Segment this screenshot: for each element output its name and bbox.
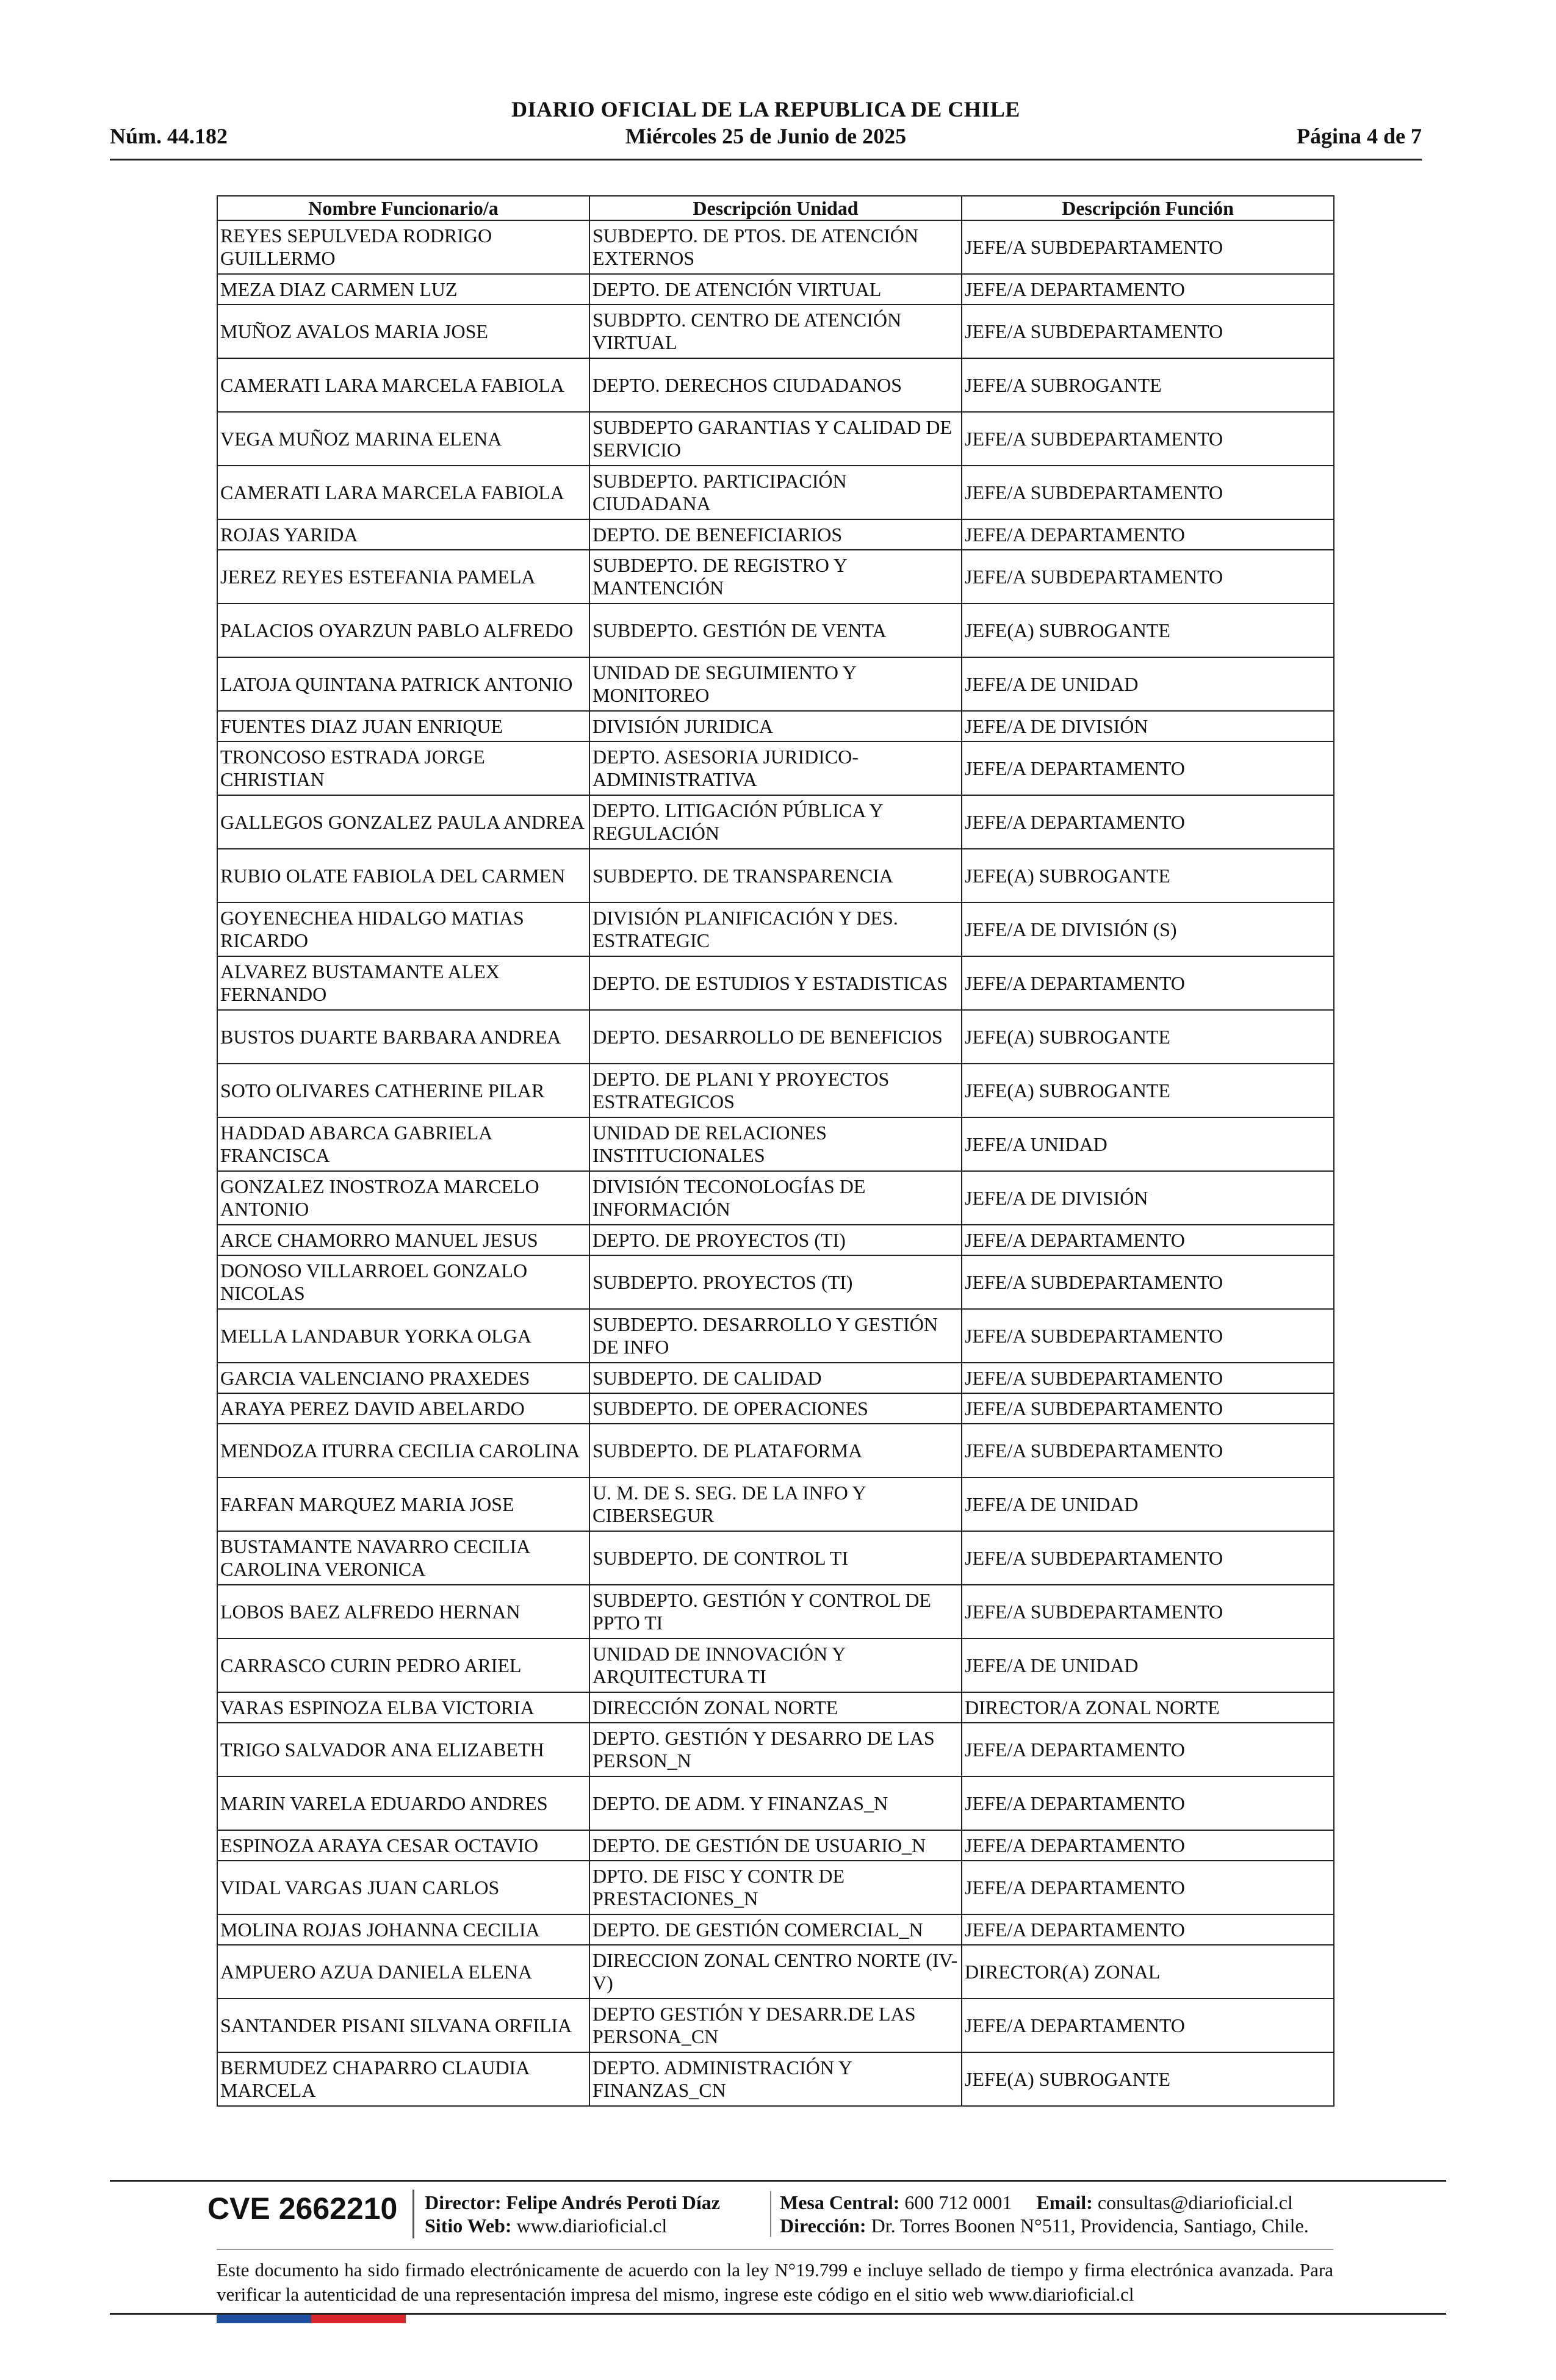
email-link[interactable]: consultas@diarioficial.cl xyxy=(1097,2191,1293,2213)
official-name: GALLEGOS GONZALEZ PAULA ANDREA xyxy=(217,795,589,849)
official-name: MUÑOZ AVALOS MARIA JOSE xyxy=(217,305,589,358)
unit-description: SUBDEPTO. GESTIÓN DE VENTA xyxy=(589,604,962,657)
function-description: JEFE/A SUBDEPARTAMENTO xyxy=(962,1424,1334,1477)
official-name: VEGA MUÑOZ MARINA ELENA xyxy=(217,412,589,466)
official-name: MEZA DIAZ CARMEN LUZ xyxy=(217,274,589,305)
function-description: DIRECTOR(A) ZONAL xyxy=(962,1945,1334,1999)
official-name: FUENTES DIAZ JUAN ENRIQUE xyxy=(217,711,589,741)
function-description: JEFE/A DE UNIDAD xyxy=(962,657,1334,711)
table-row xyxy=(217,1945,1334,1999)
official-name: TRIGO SALVADOR ANA ELIZABETH xyxy=(217,1723,589,1776)
function-description: JEFE(A) SUBROGANTE xyxy=(962,849,1334,903)
official-name: MOLINA ROJAS JOHANNA CECILIA xyxy=(217,1914,589,1945)
publication-title: DIARIO OFICIAL DE LA REPUBLICA DE CHILE xyxy=(511,97,1020,121)
function-description: JEFE/A SUBDEPARTAMENTO xyxy=(962,466,1334,519)
function-description: JEFE/A DEPARTAMENTO xyxy=(962,519,1334,550)
table-header-row xyxy=(217,196,1334,220)
table-row xyxy=(217,412,1334,466)
table-row xyxy=(217,466,1334,519)
official-name: MENDOZA ITURRA CECILIA CAROLINA xyxy=(217,1424,589,1477)
table-row xyxy=(217,657,1334,711)
column-header-function: Descripción Función xyxy=(962,196,1334,220)
function-description: JEFE/A SUBDEPARTAMENTO xyxy=(962,1363,1334,1393)
unit-description: DIVISIÓN PLANIFICACIÓN Y DES. ESTRATEGIC xyxy=(589,903,962,956)
unit-description: SUBDEPTO. DE OPERACIONES xyxy=(589,1393,962,1424)
official-name: ALVAREZ BUSTAMANTE ALEX FERNANDO xyxy=(217,956,589,1010)
unit-description: DEPTO. ASESORIA JURIDICO-ADMINISTRATIVA xyxy=(589,741,962,795)
site-label: Sitio Web: xyxy=(425,2215,512,2237)
unit-description: DEPTO. DE BENEFICIARIOS xyxy=(589,519,962,550)
unit-description: UNIDAD DE INNOVACIÓN Y ARQUITECTURA TI xyxy=(589,1639,962,1692)
table-row xyxy=(217,1064,1334,1117)
table-row xyxy=(217,220,1334,274)
table-row xyxy=(217,1225,1334,1255)
unit-description: DPTO. DE FISC Y CONTR DE PRESTACIONES_N xyxy=(589,1861,962,1914)
issue-number: Núm. 44.182 xyxy=(110,124,228,148)
function-description: JEFE/A DEPARTAMENTO xyxy=(962,1914,1334,1945)
official-name: GONZALEZ INOSTROZA MARCELO ANTONIO xyxy=(217,1171,589,1225)
function-description: JEFE/A DEPARTAMENTO xyxy=(962,1999,1334,2052)
table-row xyxy=(217,1477,1334,1531)
unit-description: DEPTO. GESTIÓN Y DESARRO DE LAS PERSON_N xyxy=(589,1723,962,1776)
cve-code: CVE 2662210 xyxy=(207,2191,398,2226)
table-row xyxy=(217,1639,1334,1692)
unit-description: DEPTO. DERECHOS CIUDADANOS xyxy=(589,358,962,412)
table-row xyxy=(217,1171,1334,1225)
official-name: RUBIO OLATE FABIOLA DEL CARMEN xyxy=(217,849,589,903)
unit-description: DEPTO. ADMINISTRACIÓN Y FINANZAS_CN xyxy=(589,2052,962,2106)
official-name: BUSTOS DUARTE BARBARA ANDREA xyxy=(217,1010,589,1064)
official-name: LOBOS BAEZ ALFREDO HERNAN xyxy=(217,1585,589,1639)
page-header xyxy=(110,92,1422,160)
official-name: DONOSO VILLARROEL GONZALO NICOLAS xyxy=(217,1255,589,1309)
director-name: Felipe Andrés Peroti Díaz xyxy=(506,2191,720,2213)
publication-date: Miércoles 25 de Junio de 2025 xyxy=(625,124,907,148)
official-name: SANTANDER PISANI SILVANA ORFILIA xyxy=(217,1999,589,2052)
unit-description: SUBDEPTO. PARTICIPACIÓN CIUDADANA xyxy=(589,466,962,519)
official-name: FARFAN MARQUEZ MARIA JOSE xyxy=(217,1477,589,1531)
address-text: Dr. Torres Boonen N°511, Providencia, Santiago, Chile. xyxy=(871,2215,1309,2237)
function-description: DIRECTOR/A ZONAL NORTE xyxy=(962,1692,1334,1723)
function-description: JEFE/A DEPARTAMENTO xyxy=(962,1776,1334,1830)
unit-description: SUBDEPTO. DE PLATAFORMA xyxy=(589,1424,962,1477)
function-description: JEFE/A SUBDEPARTAMENTO xyxy=(962,1585,1334,1639)
unit-description: SUBDEPTO. DE CALIDAD xyxy=(589,1363,962,1393)
table-row xyxy=(217,358,1334,412)
function-description: JEFE/A SUBDEPARTAMENTO xyxy=(962,1393,1334,1424)
table-row xyxy=(217,1309,1334,1363)
official-name: VARAS ESPINOZA ELBA VICTORIA xyxy=(217,1692,589,1723)
official-name: LATOJA QUINTANA PATRICK ANTONIO xyxy=(217,657,589,711)
function-description: JEFE/A SUBDEPARTAMENTO xyxy=(962,1309,1334,1363)
unit-description: DEPTO GESTIÓN Y DESARR.DE LAS PERSONA_CN xyxy=(589,1999,962,2052)
table-row xyxy=(217,956,1334,1010)
official-name: PALACIOS OYARZUN PABLO ALFREDO xyxy=(217,604,589,657)
function-description: JEFE(A) SUBROGANTE xyxy=(962,1064,1334,1117)
function-description: JEFE/A DEPARTAMENTO xyxy=(962,956,1334,1010)
footer-top-rule xyxy=(110,2180,1446,2182)
function-description: JEFE/A DEPARTAMENTO xyxy=(962,1225,1334,1255)
function-description: JEFE(A) SUBROGANTE xyxy=(962,604,1334,657)
function-description: JEFE(A) SUBROGANTE xyxy=(962,2052,1334,2106)
table-row xyxy=(217,1424,1334,1477)
function-description: JEFE/A DEPARTAMENTO xyxy=(962,274,1334,305)
unit-description: DIRECCION ZONAL CENTRO NORTE (IV-V) xyxy=(589,1945,962,1999)
official-name: CARRASCO CURIN PEDRO ARIEL xyxy=(217,1639,589,1692)
unit-description: SUBDEPTO. DESARROLLO Y GESTIÓN DE INFO xyxy=(589,1309,962,1363)
function-description: JEFE/A SUBDEPARTAMENTO xyxy=(962,1255,1334,1309)
table-row xyxy=(217,519,1334,550)
function-description: JEFE/A DEPARTAMENTO xyxy=(962,741,1334,795)
table-row xyxy=(217,1692,1334,1723)
official-name: ROJAS YARIDA xyxy=(217,519,589,550)
address-label: Dirección: xyxy=(780,2215,866,2237)
table-row xyxy=(217,1393,1334,1424)
director-label: Director: xyxy=(425,2191,502,2213)
email-label: Email: xyxy=(1036,2191,1093,2213)
official-name: VIDAL VARGAS JUAN CARLOS xyxy=(217,1861,589,1914)
footer-contact-block xyxy=(770,2191,1309,2237)
table-row xyxy=(217,1776,1334,1830)
function-description: JEFE/A SUBROGANTE xyxy=(962,358,1334,412)
unit-description: UNIDAD DE RELACIONES INSTITUCIONALES xyxy=(589,1117,962,1171)
function-description: JEFE/A DEPARTAMENTO xyxy=(962,1830,1334,1861)
table-row xyxy=(217,849,1334,903)
unit-description: DEPTO. DE ADM. Y FINANZAS_N xyxy=(589,1776,962,1830)
unit-description: DEPTO. DE GESTIÓN COMERCIAL_N xyxy=(589,1914,962,1945)
table-row xyxy=(217,795,1334,849)
function-description: JEFE/A DE DIVISIÓN xyxy=(962,1171,1334,1225)
official-name: MARIN VARELA EDUARDO ANDRES xyxy=(217,1776,589,1830)
unit-description: SUBDEPTO. DE PTOS. DE ATENCIÓN EXTERNOS xyxy=(589,220,962,274)
function-description: JEFE/A DEPARTAMENTO xyxy=(962,1861,1334,1914)
column-header-unit: Descripción Unidad xyxy=(589,196,962,220)
unit-description: DEPTO. DE PROYECTOS (TI) xyxy=(589,1225,962,1255)
table-row xyxy=(217,1861,1334,1914)
table-row xyxy=(217,1723,1334,1776)
unit-description: SUBDEPTO. DE CONTROL TI xyxy=(589,1531,962,1585)
table-row xyxy=(217,903,1334,956)
unit-description: U. M. DE S. SEG. DE LA INFO Y CIBERSEGUR xyxy=(589,1477,962,1531)
table-row xyxy=(217,711,1334,741)
function-description: JEFE/A UNIDAD xyxy=(962,1117,1334,1171)
footer-thin-rule xyxy=(217,2249,1333,2250)
table-row xyxy=(217,2052,1334,2106)
function-description: JEFE/A DE DIVISIÓN xyxy=(962,711,1334,741)
function-description: JEFE/A DE UNIDAD xyxy=(962,1477,1334,1531)
unit-description: DEPTO. DESARROLLO DE BENEFICIOS xyxy=(589,1010,962,1064)
signature-disclaimer: Este documento ha sido firmado electrónicamente de acuerdo con la ley N°19.799 e incluye sellado de tiempo y firma electrónica avanzada. Para verificar la autenticidad de una representación impresa del mismo, ingrese este código en el sitio web www.diarioficial.cl xyxy=(217,2259,1333,2305)
unit-description: SUBDEPTO. PROYECTOS (TI) xyxy=(589,1255,962,1309)
function-description: JEFE/A DEPARTAMENTO xyxy=(962,1723,1334,1776)
function-description: JEFE/A SUBDEPARTAMENTO xyxy=(962,305,1334,358)
official-name: CAMERATI LARA MARCELA FABIOLA xyxy=(217,358,589,412)
unit-description: SUBDEPTO. DE REGISTRO Y MANTENCIÓN xyxy=(589,550,962,604)
unit-description: DIVISIÓN JURIDICA xyxy=(589,711,962,741)
unit-description: DEPTO. DE PLANI Y PROYECTOS ESTRATEGICOS xyxy=(589,1064,962,1117)
table-row xyxy=(217,550,1334,604)
official-name: TRONCOSO ESTRADA JORGE CHRISTIAN xyxy=(217,741,589,795)
official-name: ESPINOZA ARAYA CESAR OCTAVIO xyxy=(217,1830,589,1861)
flag-red-bar xyxy=(311,2315,406,2323)
mesa-phone: 600 712 0001 xyxy=(904,2191,1012,2213)
official-name: JEREZ REYES ESTEFANIA PAMELA xyxy=(217,550,589,604)
unit-description: DEPTO. DE ATENCIÓN VIRTUAL xyxy=(589,274,962,305)
function-description: JEFE/A SUBDEPARTAMENTO xyxy=(962,1531,1334,1585)
table-body xyxy=(217,220,1334,2106)
table-row xyxy=(217,305,1334,358)
table-row xyxy=(217,1585,1334,1639)
table-row xyxy=(217,1255,1334,1309)
table-row xyxy=(217,1531,1334,1585)
unit-description: DIVISIÓN TECONOLOGÍAS DE INFORMACIÓN xyxy=(589,1171,962,1225)
footer-director-block xyxy=(425,2191,720,2237)
official-name: GARCIA VALENCIANO PRAXEDES xyxy=(217,1363,589,1393)
table-row xyxy=(217,1363,1334,1393)
table-row xyxy=(217,741,1334,795)
site-link[interactable]: www.diarioficial.cl xyxy=(516,2215,668,2237)
function-description: JEFE/A SUBDEPARTAMENTO xyxy=(962,550,1334,604)
official-name: CAMERATI LARA MARCELA FABIOLA xyxy=(217,466,589,519)
unit-description: DEPTO. DE ESTUDIOS Y ESTADISTICAS xyxy=(589,956,962,1010)
unit-description: SUBDPTO. CENTRO DE ATENCIÓN VIRTUAL xyxy=(589,305,962,358)
official-name: ARAYA PEREZ DAVID ABELARDO xyxy=(217,1393,589,1424)
table-row xyxy=(217,1999,1334,2052)
unit-description: SUBDEPTO. DE TRANSPARENCIA xyxy=(589,849,962,903)
official-name: HADDAD ABARCA GABRIELA FRANCISCA xyxy=(217,1117,589,1171)
table-row xyxy=(217,604,1334,657)
column-header-name: Nombre Funcionario/a xyxy=(217,196,589,220)
table-row xyxy=(217,1117,1334,1171)
table-row xyxy=(217,1010,1334,1064)
function-description: JEFE/A SUBDEPARTAMENTO xyxy=(962,412,1334,466)
official-name: BERMUDEZ CHAPARRO CLAUDIA MARCELA xyxy=(217,2052,589,2106)
official-name: REYES SEPULVEDA RODRIGO GUILLERMO xyxy=(217,220,589,274)
flag-blue-bar xyxy=(217,2315,311,2323)
table-row xyxy=(217,1914,1334,1945)
unit-description: DEPTO. DE GESTIÓN DE USUARIO_N xyxy=(589,1830,962,1861)
officials-table xyxy=(217,195,1334,2107)
function-description: JEFE/A DE DIVISIÓN (S) xyxy=(962,903,1334,956)
unit-description: DEPTO. LITIGACIÓN PÚBLICA Y REGULACIÓN xyxy=(589,795,962,849)
official-name: AMPUERO AZUA DANIELA ELENA xyxy=(217,1945,589,1999)
official-name: SOTO OLIVARES CATHERINE PILAR xyxy=(217,1064,589,1117)
mesa-label: Mesa Central: xyxy=(780,2191,900,2213)
unit-description: SUBDEPTO GARANTIAS Y CALIDAD DE SERVICIO xyxy=(589,412,962,466)
table-row xyxy=(217,1830,1334,1861)
page-indicator: Página 4 de 7 xyxy=(1296,124,1422,148)
function-description: JEFE/A SUBDEPARTAMENTO xyxy=(962,220,1334,274)
function-description: JEFE(A) SUBROGANTE xyxy=(962,1010,1334,1064)
official-name: ARCE CHAMORRO MANUEL JESUS xyxy=(217,1225,589,1255)
official-name: BUSTAMANTE NAVARRO CECILIA CAROLINA VERONICA xyxy=(217,1531,589,1585)
footer-separator xyxy=(412,2190,414,2238)
function-description: JEFE/A DE UNIDAD xyxy=(962,1639,1334,1692)
official-name: GOYENECHEA HIDALGO MATIAS RICARDO xyxy=(217,903,589,956)
unit-description: SUBDEPTO. GESTIÓN Y CONTROL DE PPTO TI xyxy=(589,1585,962,1639)
unit-description: UNIDAD DE SEGUIMIENTO Y MONITOREO xyxy=(589,657,962,711)
official-name: MELLA LANDABUR YORKA OLGA xyxy=(217,1309,589,1363)
table-row xyxy=(217,274,1334,305)
unit-description: DIRECCIÓN ZONAL NORTE xyxy=(589,1692,962,1723)
function-description: JEFE/A DEPARTAMENTO xyxy=(962,795,1334,849)
